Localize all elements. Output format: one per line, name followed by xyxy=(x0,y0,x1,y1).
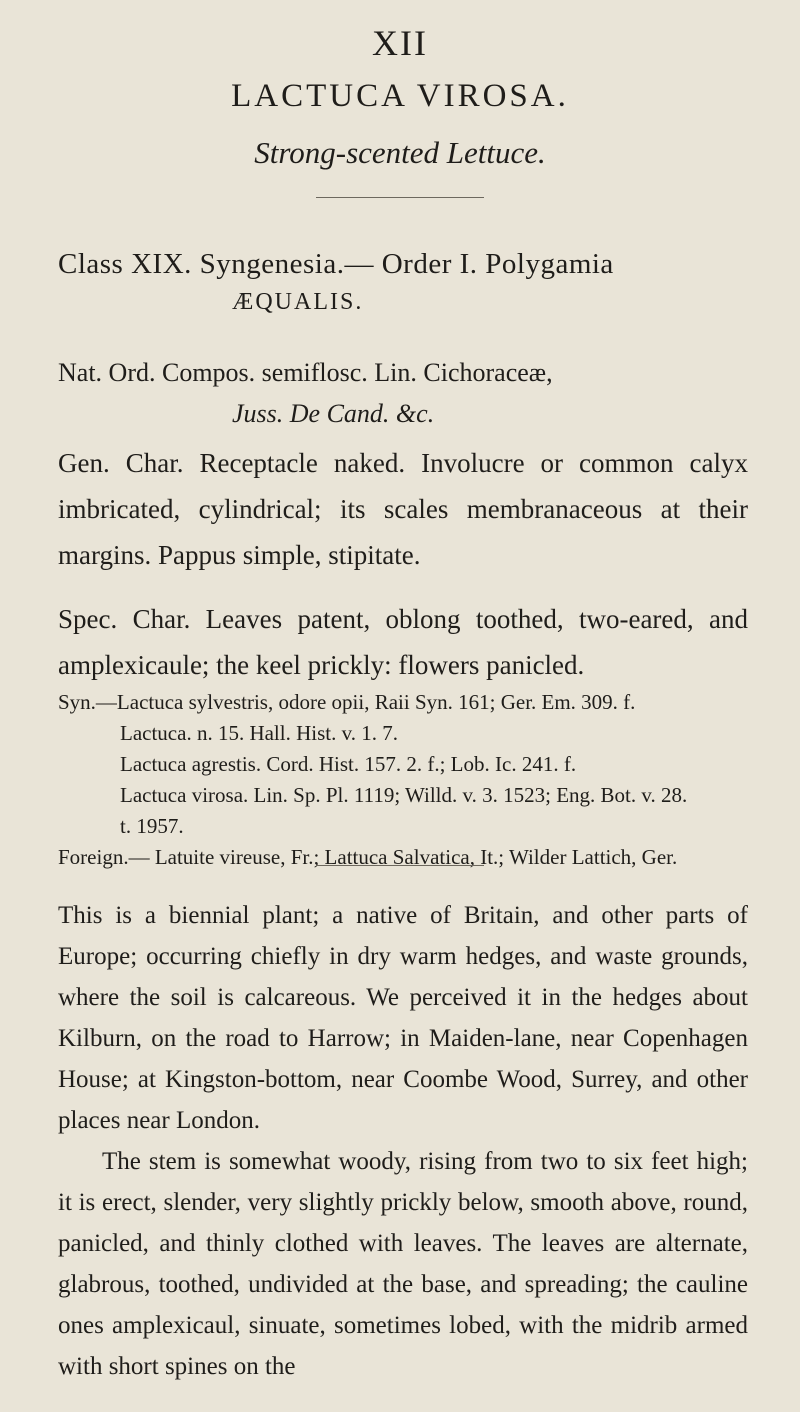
specific-character: Spec. Char. Leaves patent, oblong toothed, two-eared, and amplexicaule; the keel prickly: flowers panicled. xyxy=(58,604,748,680)
synonym-line: Lactuca agrestis. Cord. Hist. 157. 2. f.; Lob. Ic. 241. f. xyxy=(120,752,577,776)
class-order-line-cont: ÆQUALIS. xyxy=(232,289,364,315)
page-title: LACTUCA VIROSA. xyxy=(231,78,569,114)
paragraph: This is a biennial plant; a native of Britain, and other parts of Europe; occurring chiefly in dry warm hedges, and waste grounds, where the soil is calcareous. We perceived it in the hedges about Kilburn, on the road to Harrow; in Maiden-lane, near Copenhagen House; at Kingston-bottom, near Coombe Wood, Surrey, and other places near London. xyxy=(58,902,748,1134)
natural-order-line: Nat. Ord. Compos. semiflosc. Lin. Cichoraceæ, xyxy=(58,358,553,387)
plate-number: XII xyxy=(372,23,428,63)
synonym-line: t. 1957. xyxy=(120,814,184,838)
foreign-names-line: Foreign.— Latuite vireuse, Fr.; Lattuca Salvatica, It.; Wilder Lattich, Ger. xyxy=(58,845,678,869)
synonym-line: Syn.—Lactuca sylvestris, odore opii, Raii Syn. 161; Ger. Em. 309. f. xyxy=(58,690,636,714)
synonym-line: Lactuca. n. 15. Hall. Hist. v. 1. 7. xyxy=(120,721,398,745)
divider-rule xyxy=(316,197,484,198)
class-order-line: Class XIX. Syngenesia.— Order I. Polygamia xyxy=(58,248,614,280)
common-name-subtitle: Strong-scented Lettuce. xyxy=(254,135,546,170)
paragraph: The stem is somewhat woody, rising from two to six feet high; it is erect, slender, very slightly prickly below, smooth above, round, panicled, and thinly clothed with leaves. The leaves are alternate, glabrous, toothed, undivided at the base, and spreading; the cauline ones amplexicaul, sinuate, sometimes lobed, with the midrib armed with short spines on the xyxy=(58,1148,748,1380)
generic-character: Gen. Char. Receptacle naked. Involucre or common calyx imbricated, cylindrical; its scales membranaceous at their margins. Pappus simple, stipitate. xyxy=(58,448,748,570)
natural-order-line-cont: Juss. De Cand. &c. xyxy=(232,399,435,428)
synonym-line: Lactuca virosa. Lin. Sp. Pl. 1119; Willd. v. 3. 1523; Eng. Bot. v. 28. xyxy=(120,783,688,807)
divider-rule xyxy=(316,865,484,866)
description-body xyxy=(58,895,748,1412)
